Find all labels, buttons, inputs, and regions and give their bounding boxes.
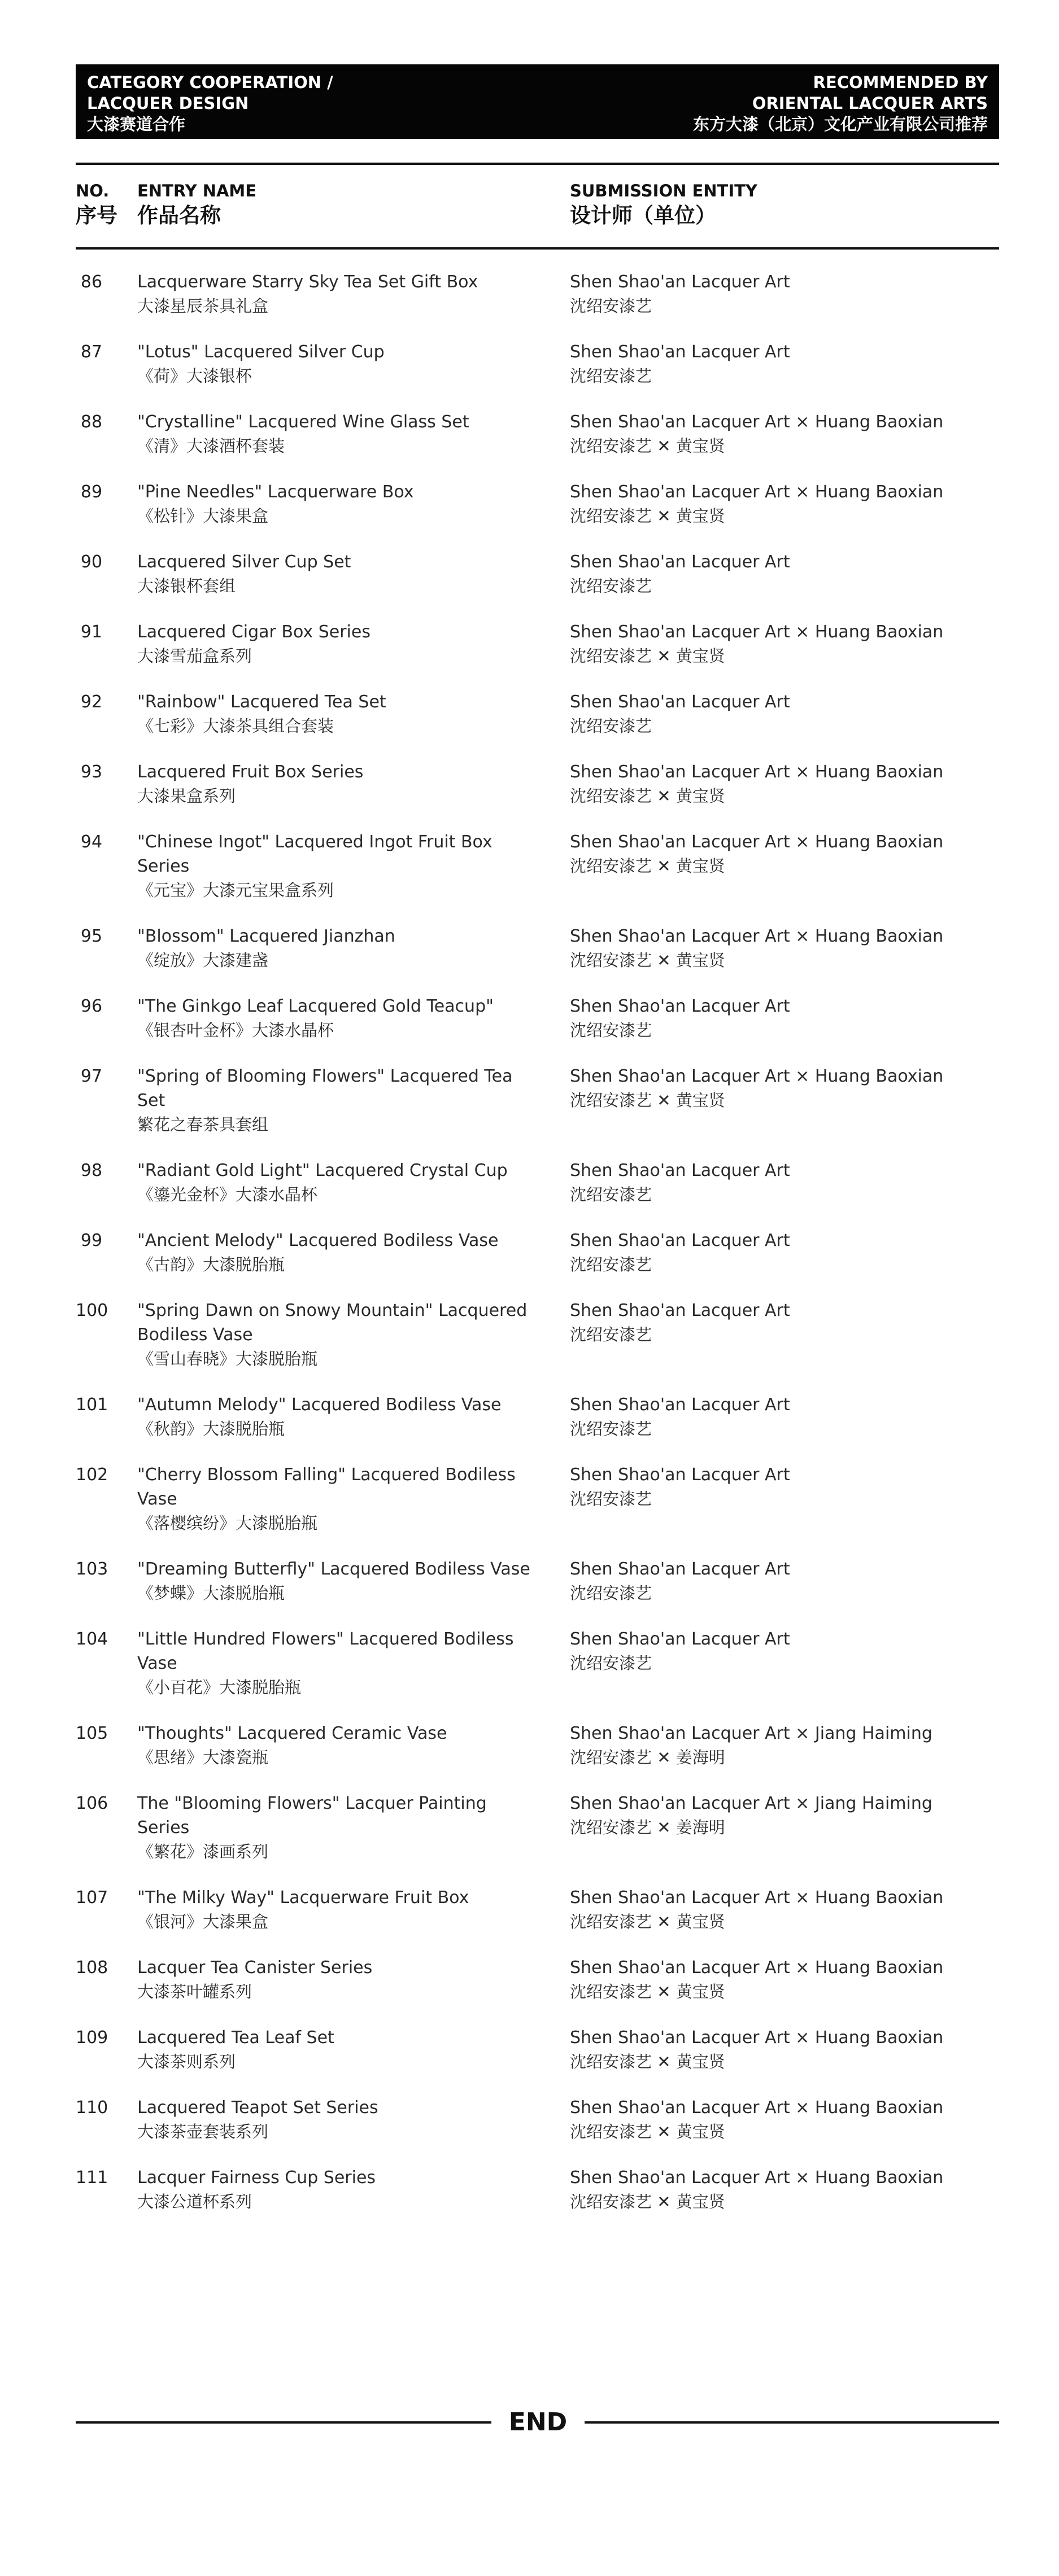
submission-entity — [570, 830, 999, 878]
submission-entity-en: Shen Shao'an Lacquer Art — [570, 1559, 790, 1579]
submission-entity — [570, 480, 999, 528]
category-title-line: CATEGORY COOPERATION / — [87, 73, 333, 92]
submission-entity — [570, 340, 999, 388]
entry-number: 88 — [80, 412, 103, 432]
submission-entity-zh: 沈绍安漆艺 ✕ 黄宝贤 — [570, 1091, 725, 1110]
table-row — [0, 2166, 1059, 2214]
entry-name-zh: 《梦蝶》大漆脱胎瓶 — [137, 1584, 285, 1603]
submission-entity-zh: 沈绍安漆艺 — [570, 1255, 652, 1274]
submission-entity — [570, 620, 999, 668]
entry-name-en: "The Milky Way" Lacquerware Fruit Box — [137, 1888, 469, 1908]
submission-entity-en: Shen Shao'an Lacquer Art × Huang Baoxian — [570, 762, 944, 782]
entry-name — [137, 1463, 533, 1536]
table-row — [0, 1886, 1059, 1934]
entry-number: 110 — [76, 2098, 108, 2118]
submission-entity-zh: 沈绍安漆艺 ✕ 黄宝贤 — [570, 1982, 725, 2001]
category-title — [87, 72, 333, 135]
entry-number: 109 — [76, 2028, 108, 2048]
entry-name — [137, 1158, 533, 1207]
submission-entity — [570, 2096, 999, 2144]
entry-name-zh: 《荷》大漆银杯 — [137, 366, 252, 386]
submission-entity-en: Shen Shao'an Lacquer Art — [570, 1301, 790, 1320]
entry-number: 104 — [76, 1629, 108, 1649]
entry-name-en: "Thoughts" Lacquered Ceramic Vase — [137, 1724, 447, 1743]
submission-entity-en: Shen Shao'an Lacquer Art — [570, 1161, 790, 1180]
submission-entity-en: Shen Shao'an Lacquer Art — [570, 1629, 790, 1649]
table-row — [0, 1393, 1059, 1441]
entry-number: 91 — [80, 622, 103, 642]
submission-entity — [570, 2026, 999, 2074]
submission-entity-zh: 沈绍安漆艺 — [570, 1654, 652, 1673]
end-rule-right — [585, 2421, 999, 2424]
submission-entity-en: Shen Shao'an Lacquer Art × Huang Baoxian — [570, 2098, 944, 2118]
entry-name-en: "Blossom" Lacquered Jianzhan — [137, 926, 395, 946]
submission-entity-en: Shen Shao'an Lacquer Art — [570, 692, 790, 712]
entry-name — [137, 1791, 533, 1864]
entry-name-en: Lacquered Cigar Box Series — [137, 622, 371, 642]
entry-name-zh: 《绽放》大漆建盏 — [137, 951, 269, 970]
entry-name — [137, 270, 533, 318]
recommended-by — [693, 72, 988, 135]
entry-name — [137, 2026, 533, 2074]
entry-number: 101 — [76, 1395, 108, 1415]
submission-entity-zh: 沈绍安漆艺 — [570, 1419, 652, 1438]
submission-entity-zh: 沈绍安漆艺 — [570, 296, 652, 316]
entry-name — [137, 760, 533, 808]
submission-entity — [570, 1158, 999, 1207]
submission-entity-zh: 沈绍安漆艺 ✕ 黄宝贤 — [570, 506, 725, 526]
table-row — [0, 550, 1059, 598]
submission-entity — [570, 550, 999, 598]
column-header-entity-zh: 设计师（单位） — [570, 203, 716, 228]
submission-entity-en: Shen Shao'an Lacquer Art × Huang Baoxian — [570, 622, 944, 642]
entry-number: 96 — [80, 996, 103, 1016]
entry-name-zh: 大漆银杯套组 — [137, 576, 236, 596]
submission-entity-zh: 沈绍安漆艺 ✕ 黄宝贤 — [570, 2122, 725, 2141]
category-title-line: LACQUER DESIGN — [87, 94, 249, 113]
submission-entity — [570, 270, 999, 318]
entry-name-zh: 《繁花》漆画系列 — [137, 1842, 269, 1861]
entry-name-en: Lacquered Silver Cup Set — [137, 552, 351, 572]
submission-entity-zh: 沈绍安漆艺 — [570, 576, 652, 596]
entry-number: 107 — [76, 1888, 108, 1908]
entry-name — [137, 830, 533, 903]
submission-entity-zh: 沈绍安漆艺 ✕ 姜海明 — [570, 1818, 725, 1837]
entry-number: 100 — [76, 1301, 108, 1320]
submission-entity — [570, 994, 999, 1043]
submission-entity — [570, 760, 999, 808]
entry-name-zh: 《落樱缤纷》大漆脱胎瓶 — [137, 1514, 318, 1533]
entry-name-en: "Crystalline" Lacquered Wine Glass Set — [137, 412, 469, 432]
submission-entity-en: Shen Shao'an Lacquer Art — [570, 552, 790, 572]
entry-name-en: "Autumn Melody" Lacquered Bodiless Vase — [137, 1395, 502, 1415]
submission-entity-zh: 沈绍安漆艺 ✕ 姜海明 — [570, 1748, 725, 1767]
entry-name-en: "Rainbow" Lacquered Tea Set — [137, 692, 386, 712]
column-header-no — [76, 180, 117, 229]
table-row — [0, 830, 1059, 903]
entry-name-en: "Chinese Ingot" Lacquered Ingot Fruit Box Series — [137, 832, 493, 876]
column-header-entry — [137, 180, 256, 229]
submission-entity-zh: 沈绍安漆艺 ✕ 黄宝贤 — [570, 786, 725, 806]
table-row — [0, 690, 1059, 738]
submission-entity-zh: 沈绍安漆艺 ✕ 黄宝贤 — [570, 2052, 725, 2071]
entry-name-zh: 《元宝》大漆元宝果盒系列 — [137, 881, 334, 900]
entry-name-zh: 《银河》大漆果盒 — [137, 1912, 269, 1931]
entry-name-zh: 《七彩》大漆茶具组合套装 — [137, 716, 334, 736]
entry-name — [137, 994, 533, 1043]
submission-entity — [570, 2166, 999, 2214]
column-header-entity-en: SUBMISSION ENTITY — [570, 181, 757, 200]
entry-name — [137, 1064, 533, 1137]
submission-entity-en: Shen Shao'an Lacquer Art × Huang Baoxian — [570, 412, 944, 432]
entry-name — [137, 550, 533, 598]
entry-name — [137, 410, 533, 458]
submission-entity-zh: 沈绍安漆艺 — [570, 1584, 652, 1603]
submission-entity-en: Shen Shao'an Lacquer Art — [570, 1231, 790, 1250]
entry-number: 94 — [80, 832, 103, 852]
submission-entity-en: Shen Shao'an Lacquer Art — [570, 1395, 790, 1415]
submission-entity — [570, 1393, 999, 1441]
entry-name-zh: 大漆星辰茶具礼盒 — [137, 296, 269, 316]
entry-number: 106 — [76, 1794, 108, 1813]
table-row — [0, 1228, 1059, 1277]
entry-number: 95 — [80, 926, 103, 946]
submission-entity — [570, 1956, 999, 2004]
entry-name-en: "Cherry Blossom Falling" Lacquered Bodiless Vase — [137, 1465, 516, 1509]
submission-entity-zh: 沈绍安漆艺 ✕ 黄宝贤 — [570, 856, 725, 876]
entry-name — [137, 1393, 533, 1441]
submission-entity-en: Shen Shao'an Lacquer Art × Huang Baoxian — [570, 1066, 944, 1086]
recommended-by-line: 东方大漆（北京）文化产业有限公司推荐 — [692, 115, 988, 134]
end-rule-left — [76, 2421, 491, 2424]
submission-entity-en: Shen Shao'an Lacquer Art × Jiang Haiming — [570, 1724, 932, 1743]
entry-name-zh: 《古韵》大漆脱胎瓶 — [137, 1255, 285, 1274]
entry-name-zh: 《雪山春晓》大漆脱胎瓶 — [137, 1349, 318, 1368]
entry-name-en: "Little Hundred Flowers" Lacquered Bodiless Vase — [137, 1629, 514, 1673]
table-row — [0, 1557, 1059, 1606]
entry-name-en: "Pine Needles" Lacquerware Box — [137, 482, 414, 502]
submission-entity-zh: 沈绍安漆艺 ✕ 黄宝贤 — [570, 646, 725, 666]
entry-name-en: "Ancient Melody" Lacquered Bodiless Vase — [137, 1231, 499, 1250]
submission-entity-zh: 沈绍安漆艺 — [570, 1021, 652, 1040]
entry-name — [137, 1228, 533, 1277]
submission-entity — [570, 1064, 999, 1113]
table-row — [0, 1463, 1059, 1536]
entry-number: 89 — [80, 482, 103, 502]
submission-entity-en: Shen Shao'an Lacquer Art — [570, 996, 790, 1016]
submission-entity — [570, 1721, 999, 1770]
entry-name-zh: 大漆茶则系列 — [137, 2052, 236, 2071]
submission-entity — [570, 1791, 999, 1840]
end-label: END — [508, 2408, 568, 2437]
entry-number: 90 — [80, 552, 103, 572]
submission-entity-zh: 沈绍安漆艺 — [570, 1325, 652, 1344]
column-header-entry-zh: 作品名称 — [137, 203, 221, 228]
entry-number: 87 — [80, 342, 103, 362]
column-header-no-zh: 序号 — [76, 203, 117, 228]
submission-entity — [570, 1228, 999, 1277]
entry-name-zh: 大漆茶壶套装系列 — [137, 2122, 269, 2141]
column-header-no-en: NO. — [76, 181, 110, 200]
table-row — [0, 2026, 1059, 2074]
column-header-entity — [570, 180, 757, 229]
submission-entity-en: Shen Shao'an Lacquer Art — [570, 342, 790, 362]
category-title-line: 大漆赛道合作 — [87, 115, 186, 134]
submission-entity-en: Shen Shao'an Lacquer Art × Huang Baoxian — [570, 2028, 944, 2048]
submission-entity-zh: 沈绍安漆艺 ✕ 黄宝贤 — [570, 436, 725, 456]
submission-entity-en: Shen Shao'an Lacquer Art × Huang Baoxian — [570, 482, 944, 502]
submission-entity — [570, 1627, 999, 1676]
entry-name — [137, 1298, 533, 1371]
entry-name — [137, 1627, 533, 1700]
entry-name-zh: 《小百花》大漆脱胎瓶 — [137, 1678, 302, 1697]
table-row — [0, 1064, 1059, 1137]
submission-entity-zh: 沈绍安漆艺 ✕ 黄宝贤 — [570, 1912, 725, 1931]
entry-name-zh: 《清》大漆酒杯套装 — [137, 436, 285, 456]
entry-name-en: Lacquered Teapot Set Series — [137, 2098, 378, 2118]
entry-name-zh: 《秋韵》大漆脱胎瓶 — [137, 1419, 285, 1438]
submission-entity — [570, 1463, 999, 1511]
entry-name-zh: 大漆公道杯系列 — [137, 2192, 252, 2211]
entry-name-zh: 《松针》大漆果盒 — [137, 506, 269, 526]
entry-name-en: "Radiant Gold Light" Lacquered Crystal Cup — [137, 1161, 508, 1180]
entry-number: 111 — [76, 2168, 108, 2188]
submission-entity-en: Shen Shao'an Lacquer Art × Huang Baoxian — [570, 926, 944, 946]
entry-name-en: "Lotus" Lacquered Silver Cup — [137, 342, 385, 362]
entry-name-zh: 《鎏光金杯》大漆水晶杯 — [137, 1185, 318, 1204]
entry-name — [137, 1557, 533, 1606]
entry-name — [137, 2096, 533, 2144]
submission-entity — [570, 690, 999, 738]
table-row — [0, 1158, 1059, 1207]
entry-name — [137, 1721, 533, 1770]
entry-name-en: Lacquerware Starry Sky Tea Set Gift Box — [137, 272, 478, 292]
entry-name-en: Lacquer Fairness Cup Series — [137, 2168, 376, 2188]
entry-name-en: Lacquer Tea Canister Series — [137, 1958, 373, 1978]
submission-entity-zh: 沈绍安漆艺 ✕ 黄宝贤 — [570, 2192, 725, 2211]
entry-name — [137, 480, 533, 528]
entry-number: 108 — [76, 1958, 108, 1978]
table-row — [0, 620, 1059, 668]
recommended-by-line: ORIENTAL LACQUER ARTS — [752, 94, 988, 113]
submission-entity — [570, 1886, 999, 1934]
submission-entity-zh: 沈绍安漆艺 — [570, 716, 652, 736]
submission-entity-en: Shen Shao'an Lacquer Art × Huang Baoxian — [570, 832, 944, 852]
submission-entity-en: Shen Shao'an Lacquer Art × Huang Baoxian — [570, 1888, 944, 1908]
entry-name-zh: 繁花之春茶具套组 — [137, 1115, 269, 1134]
submission-entity-en: Shen Shao'an Lacquer Art — [570, 272, 790, 292]
entry-number: 97 — [80, 1066, 103, 1086]
entry-name — [137, 690, 533, 738]
entry-name-zh: 《思绪》大漆瓷瓶 — [137, 1748, 269, 1767]
entry-name — [137, 1956, 533, 2004]
entry-name-en: "Spring of Blooming Flowers" Lacquered Tea Set — [137, 1066, 513, 1110]
table-row — [0, 1956, 1059, 2004]
submission-entity — [570, 1557, 999, 1606]
entry-name-en: The "Blooming Flowers" Lacquer Painting Series — [137, 1794, 487, 1838]
header-top-rule — [76, 163, 999, 165]
table-row — [0, 480, 1059, 528]
entry-name-zh: 大漆茶叶罐系列 — [137, 1982, 252, 2001]
entry-name — [137, 1886, 533, 1934]
table-row — [0, 2096, 1059, 2144]
submission-entity-en: Shen Shao'an Lacquer Art × Huang Baoxian — [570, 1958, 944, 1978]
entry-list — [0, 270, 1059, 2236]
header-bottom-rule — [76, 247, 999, 250]
entry-name-en: Lacquered Fruit Box Series — [137, 762, 364, 782]
column-header-entry-en: ENTRY NAME — [137, 181, 257, 200]
submission-entity-en: Shen Shao'an Lacquer Art × Jiang Haiming — [570, 1794, 932, 1813]
entry-number: 105 — [76, 1724, 108, 1743]
table-row — [0, 1298, 1059, 1371]
entry-number: 98 — [80, 1161, 103, 1180]
entry-number: 93 — [80, 762, 103, 782]
entry-name — [137, 340, 533, 388]
table-row — [0, 410, 1059, 458]
table-row — [0, 1721, 1059, 1770]
entry-number: 86 — [80, 272, 103, 292]
submission-entity-zh: 沈绍安漆艺 — [570, 1489, 652, 1508]
entry-name-en: "Spring Dawn on Snowy Mountain" Lacquered Bodiless Vase — [137, 1301, 528, 1345]
entry-name-zh: 大漆果盒系列 — [137, 786, 236, 806]
submission-entity — [570, 924, 999, 973]
submission-entity-zh: 沈绍安漆艺 — [570, 366, 652, 386]
entry-name-zh: 大漆雪茄盒系列 — [137, 646, 252, 666]
entry-name-zh: 《银杏叶金杯》大漆水晶杯 — [137, 1021, 334, 1040]
submission-entity-en: Shen Shao'an Lacquer Art — [570, 1465, 790, 1485]
entry-number: 103 — [76, 1559, 108, 1579]
entry-name — [137, 924, 533, 973]
table-row — [0, 760, 1059, 808]
submission-entity-en: Shen Shao'an Lacquer Art × Huang Baoxian — [570, 2168, 944, 2188]
table-row — [0, 340, 1059, 388]
table-row — [0, 994, 1059, 1043]
submission-entity — [570, 410, 999, 458]
entry-name — [137, 2166, 533, 2214]
table-row — [0, 924, 1059, 973]
recommended-by-line: RECOMMENDED BY — [813, 73, 988, 92]
entry-name-en: "Dreaming Butterfly" Lacquered Bodiless Vase — [137, 1559, 530, 1579]
submission-entity-zh: 沈绍安漆艺 — [570, 1185, 652, 1204]
entry-number: 99 — [80, 1231, 103, 1250]
entry-number: 102 — [76, 1465, 108, 1485]
category-banner — [76, 64, 999, 139]
entry-name — [137, 620, 533, 668]
submission-entity — [570, 1298, 999, 1347]
entry-name-en: "The Ginkgo Leaf Lacquered Gold Teacup" — [137, 996, 494, 1016]
submission-entity-zh: 沈绍安漆艺 ✕ 黄宝贤 — [570, 951, 725, 970]
entry-number: 92 — [80, 692, 103, 712]
entry-name-en: Lacquered Tea Leaf Set — [137, 2028, 334, 2048]
table-row — [0, 270, 1059, 318]
table-row — [0, 1791, 1059, 1864]
table-row — [0, 1627, 1059, 1700]
